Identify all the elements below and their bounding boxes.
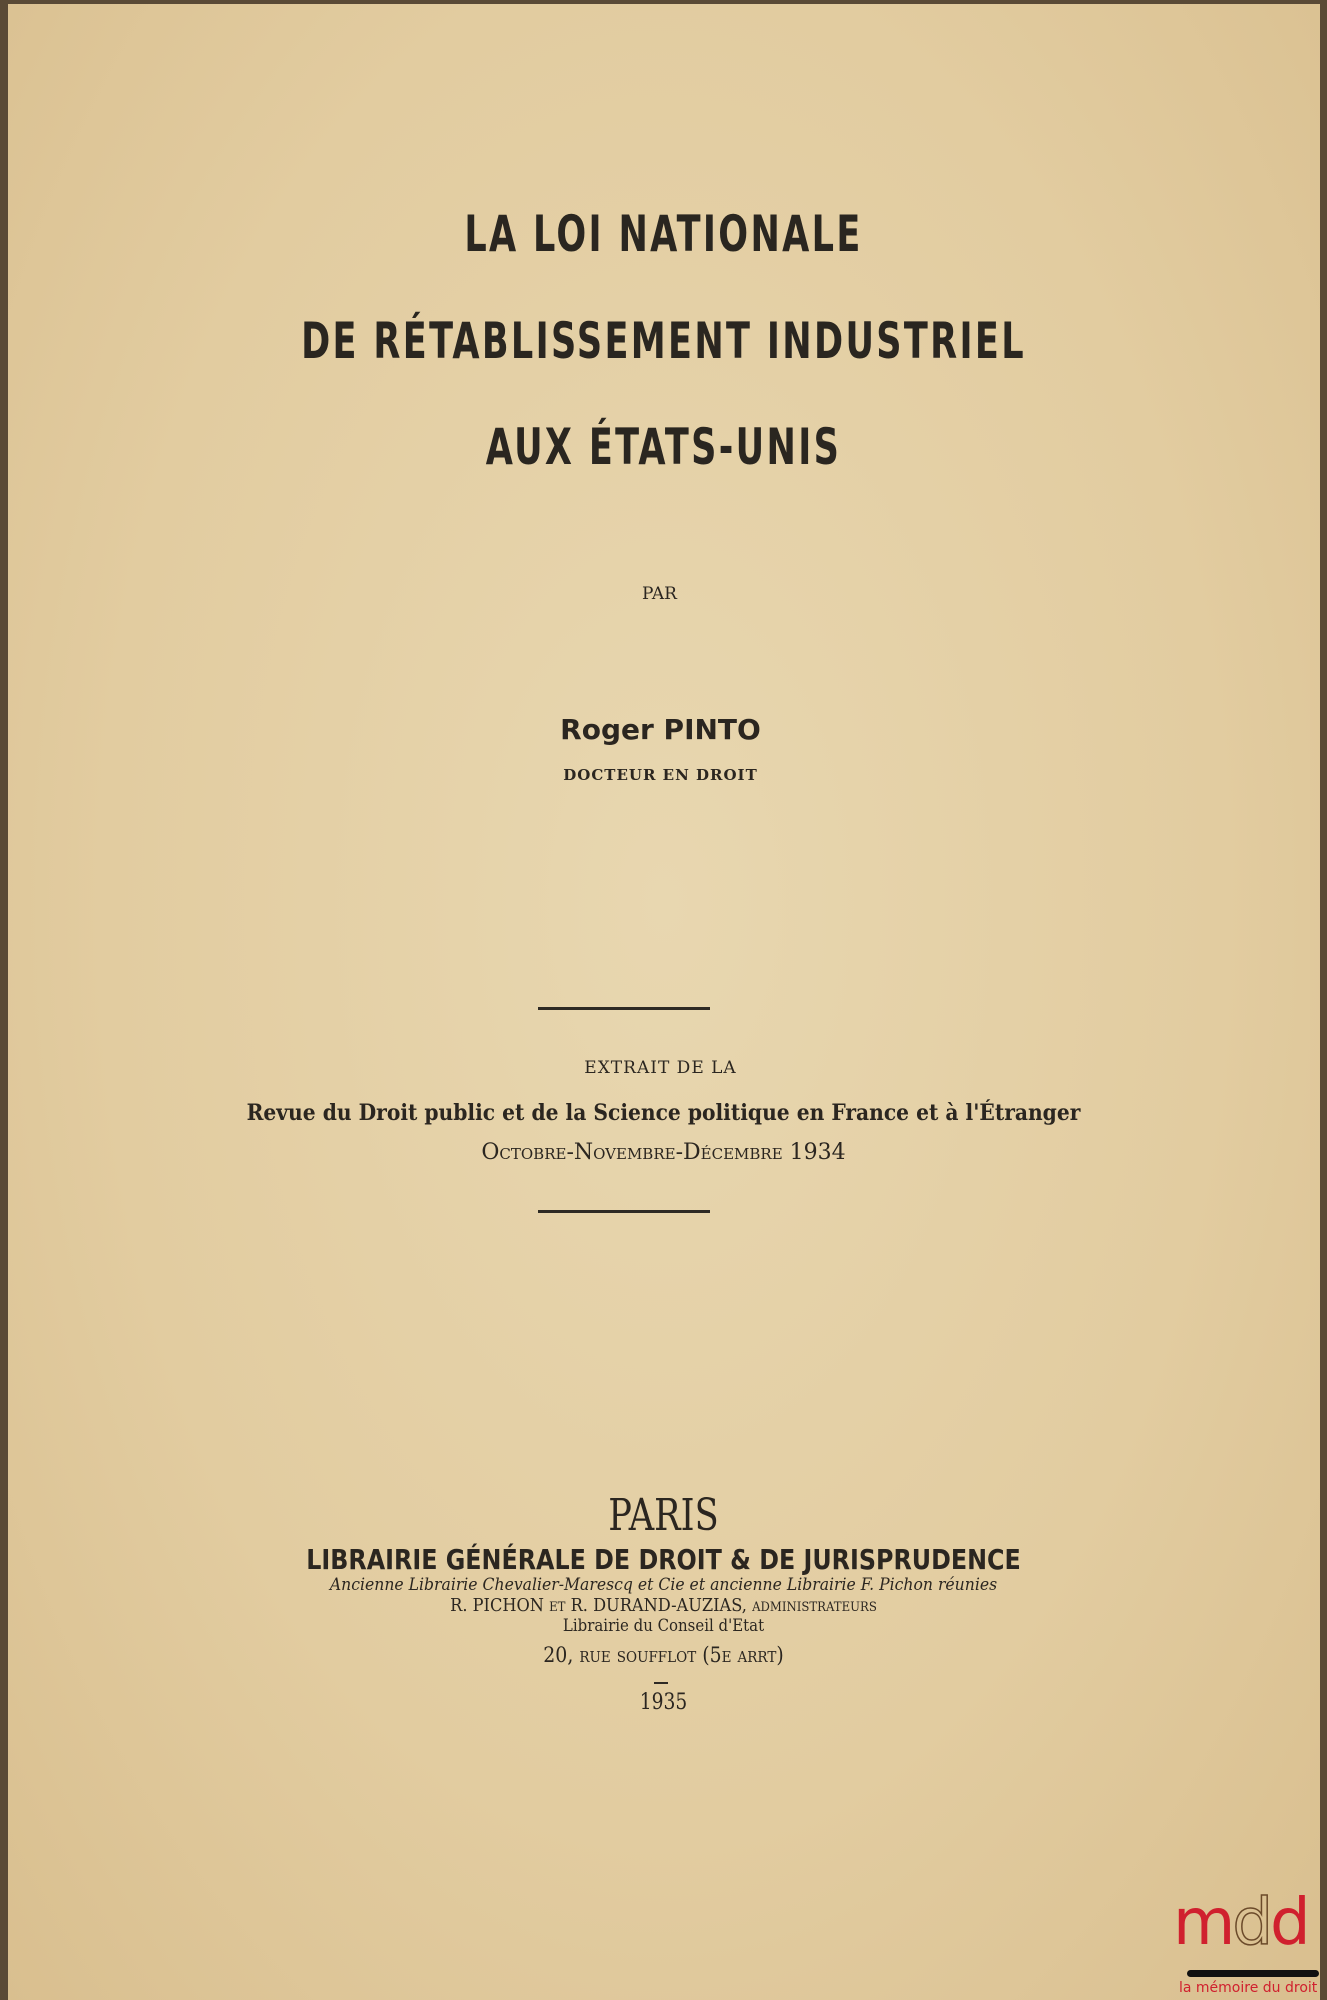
title-line-3: AUX ÉTATS-UNIS	[485, 418, 842, 476]
divider	[538, 1210, 710, 1213]
by-label: PAR	[642, 584, 677, 604]
author-title: DOCTEUR EN DROIT	[563, 766, 758, 784]
journal-name: Revue du Droit public et de la Science politique en France et à l'Étranger	[246, 1100, 1081, 1126]
publisher-administrators: R. PICHON et R. DURAND-AUZIAS, administrateurs	[450, 1595, 877, 1616]
watermark-logo	[1165, 1886, 1325, 1998]
author-name: Roger PINTO	[560, 713, 761, 746]
logo-tagline: la mémoire du droit	[1179, 1980, 1318, 1996]
publication-year: 1935	[639, 1690, 688, 1715]
title-line-2: DE RÉTABLISSEMENT INDUSTRIEL	[301, 312, 1026, 370]
publisher-council: Librairie du Conseil d'Etat	[562, 1616, 765, 1636]
publisher-address: 20, rue soufflot (5e arrt)	[543, 1643, 784, 1667]
short-dash	[654, 1682, 668, 1684]
extract-label: EXTRAIT DE LA	[584, 1058, 737, 1078]
title-line-1: LA LOI NATIONALE	[464, 205, 863, 263]
mdd-logo-mark: mdd	[1173, 1886, 1308, 1960]
publisher-name: LIBRAIRIE GÉNÉRALE DE DROIT & DE JURISPRUDENCE	[306, 1543, 1021, 1576]
logo-bar	[1187, 1970, 1319, 1977]
divider	[538, 1007, 710, 1010]
journal-issue: Octobre-Novembre-Décembre 1934	[481, 1140, 846, 1165]
publisher-city: PARIS	[608, 1490, 719, 1541]
publisher-formerly: Ancienne Librairie Chevalier-Marescq et Cie et ancienne Librairie F. Pichon réunies	[329, 1575, 998, 1595]
